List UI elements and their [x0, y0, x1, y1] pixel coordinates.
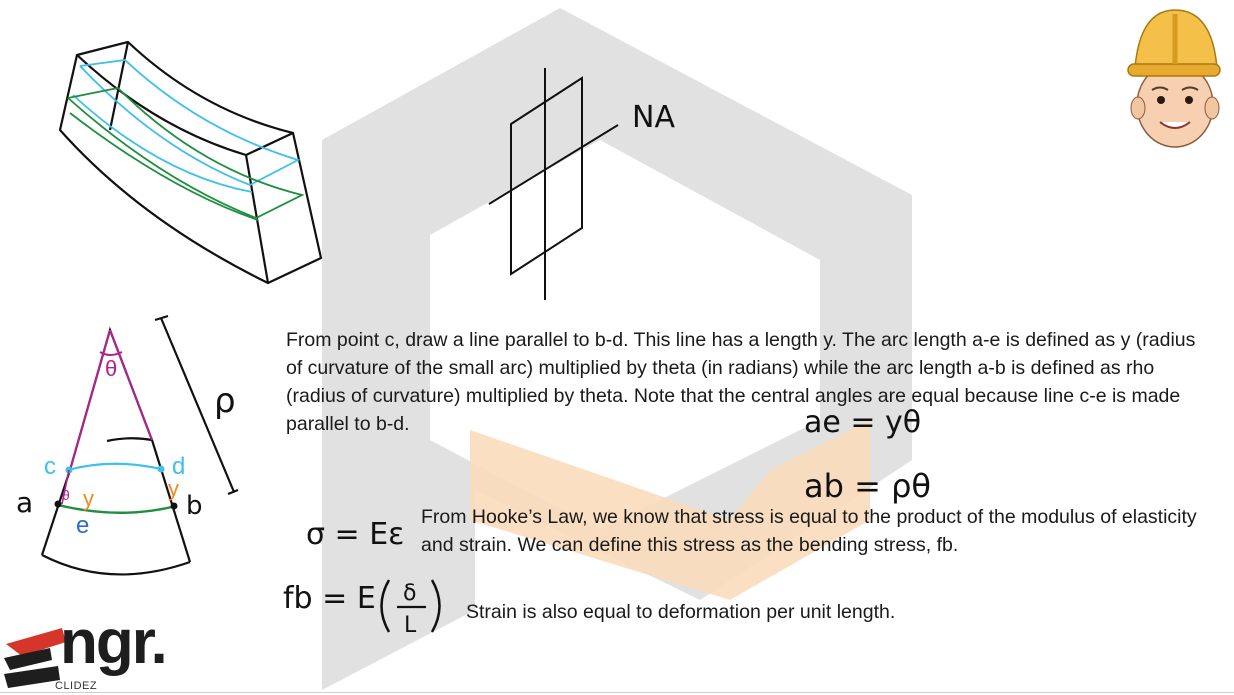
na-label: NA — [632, 100, 675, 135]
equation-ab: ab = ρθ — [804, 467, 931, 505]
y-label-right: y — [168, 476, 179, 501]
logo-wordmark: ngr. — [60, 608, 166, 677]
equation-fb: fb = E — [283, 581, 376, 616]
hookes-law-text: From Hooke’s Law, we know that stress is equal to the product of the modulus of elasticity and strain. We can define this stress as the bending stress, fb. — [421, 506, 1197, 556]
point-d-label: d — [172, 453, 186, 480]
engr-logo — [0, 608, 170, 692]
point-c-label: c — [44, 453, 56, 480]
bottom-divider — [0, 692, 1234, 693]
equation-ae: ae = yθ — [804, 405, 922, 440]
y-label-left: y — [83, 486, 94, 511]
logo-subtitle: CLIDEZ — [55, 680, 98, 692]
point-e-label: e — [76, 512, 90, 539]
equation-fb-numerator: δ — [403, 581, 417, 606]
rho-label: ρ — [214, 381, 236, 421]
strain-text: Strain is also equal to deformation per unit length. — [466, 601, 896, 623]
point-b-label: b — [186, 491, 203, 521]
equation-fb-denominator: L — [404, 613, 417, 638]
point-a-label: a — [16, 486, 34, 519]
theta-label: θ — [105, 356, 118, 381]
arc-explanation-text: From point c, draw a line parallel to b-d. This line has a length y. The arc length a-e is defined as y (radius of curvature of the small arc) multiplied by theta (in radians) while the arc length a-b is defined as rho (radius of curvature) multiplied by theta. Note that the central angles are equal because line c-e is made parallel to b-d. — [286, 329, 1196, 435]
small-theta-label: θ — [62, 487, 70, 503]
equation-stress: σ = Eε — [306, 517, 405, 552]
